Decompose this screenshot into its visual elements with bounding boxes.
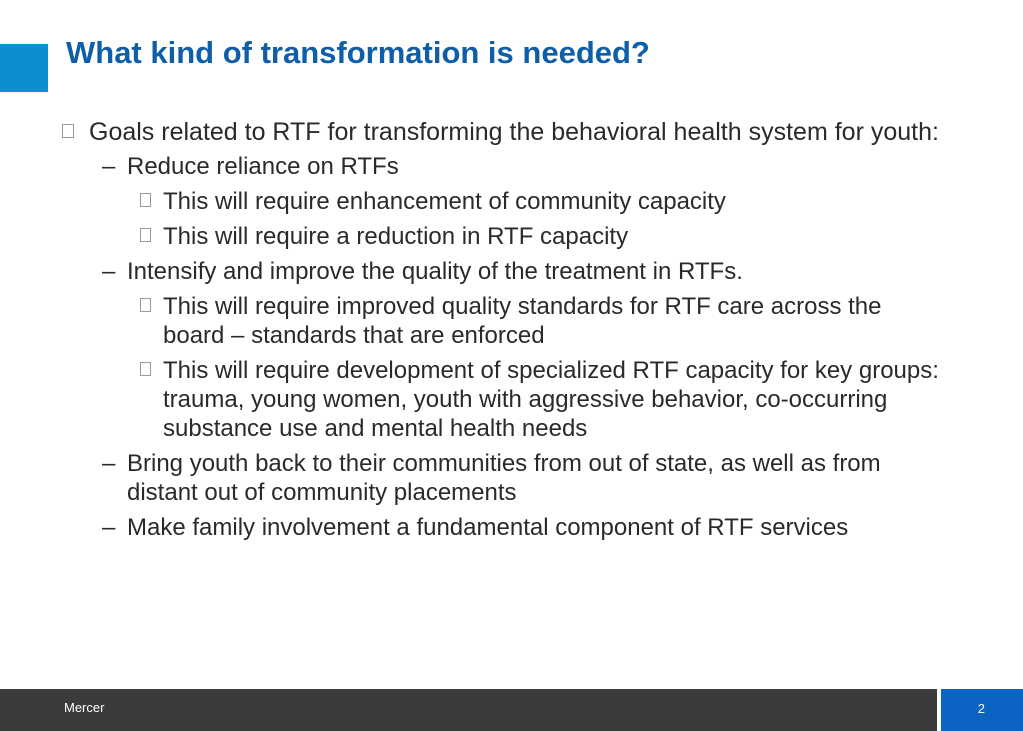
sub-sub-bullet-rtf-reduction bbox=[60, 222, 940, 251]
bullet-text: Goals related to RTF for transforming the behavioral health system for youth: bbox=[89, 118, 939, 146]
dash-marker: – bbox=[102, 450, 116, 477]
sub-bullet-reduce-reliance bbox=[60, 152, 940, 181]
sub-bullet-intensify-quality bbox=[60, 257, 940, 286]
slide-content bbox=[60, 118, 940, 548]
bullet-box-icon bbox=[140, 228, 151, 242]
bullet-box-icon bbox=[140, 193, 151, 207]
dash-marker: – bbox=[102, 514, 116, 541]
sub-sub-bullet-community-capacity bbox=[60, 187, 940, 216]
footer-company: Mercer bbox=[64, 700, 105, 715]
sub-bullet-text: Bring youth back to their communities from out of state, as well as from distant out of community placements bbox=[127, 450, 881, 506]
dash-marker: – bbox=[102, 258, 116, 285]
bullet-goals bbox=[60, 118, 940, 147]
bullet-box-icon bbox=[140, 362, 151, 376]
footer-bar bbox=[0, 689, 937, 731]
sub-sub-bullet-text: This will require improved quality standards for RTF care across the board – standards that are enforced bbox=[163, 293, 882, 349]
sub-sub-bullet-text: This will require development of specialized RTF capacity for key groups: trauma, young women, youth with aggressive behavior, co-occurring substance use and mental health needs bbox=[163, 357, 939, 442]
sub-bullet-family-involvement bbox=[60, 513, 940, 542]
bullet-box-icon bbox=[140, 298, 151, 312]
sub-bullet-text: Make family involvement a fundamental component of RTF services bbox=[127, 514, 849, 541]
sub-bullet-text: Intensify and improve the quality of the treatment in RTFs. bbox=[127, 258, 743, 285]
sub-bullet-bring-youth-back bbox=[60, 449, 940, 507]
bullet-box-icon bbox=[62, 124, 74, 138]
slide-title: What kind of transformation is needed? bbox=[66, 35, 650, 70]
page-number: 2 bbox=[977, 701, 985, 716]
sub-sub-bullet-specialized-capacity bbox=[60, 356, 940, 443]
dash-marker: – bbox=[102, 153, 116, 180]
sub-sub-bullet-text: This will require a reduction in RTF capacity bbox=[163, 223, 629, 250]
sub-sub-bullet-quality-standards bbox=[60, 292, 940, 350]
sub-sub-bullet-text: This will require enhancement of community capacity bbox=[163, 188, 726, 215]
title-accent-square bbox=[0, 44, 48, 92]
sub-bullet-text: Reduce reliance on RTFs bbox=[127, 153, 399, 180]
